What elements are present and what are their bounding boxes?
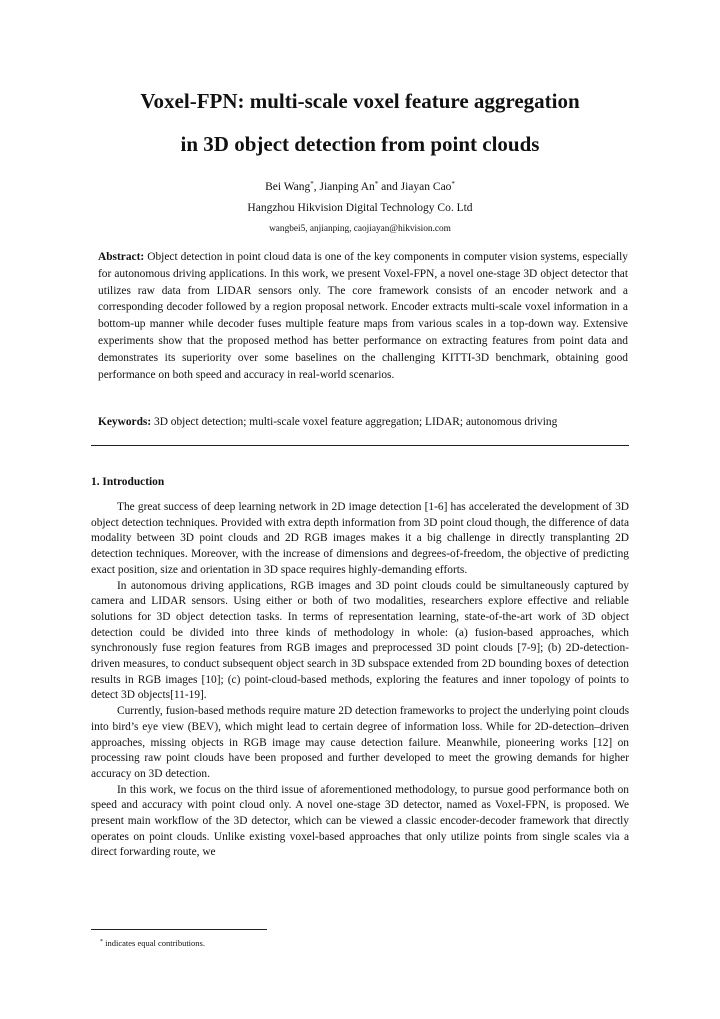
section-body bbox=[91, 500, 629, 861]
body-paragraph: In autonomous driving applications, RGB images and 3D point clouds could be simultaneously captured by camera and LIDAR sensors. Using either or both of two modalities, researchers explore effective and reliable solutions for 3D object detection tasks. In terms of representation learning, state-of-the-art work of 3D object detection could be divided into three kinds of methodology in whole: (a) fusion-based approaches, which synchronously fuse region features from RGB images and preprocessed 3D point clouds [7-9]; (b) 2D-detection-driven measures, to conduct subsequent object search in 3D subspace extended from 2D bounding boxes of detection results in RGB images [10]; (c) point-cloud-based methods, exploring the features and inner topology of points to detect 3D objects[11-19]. bbox=[91, 579, 629, 702]
author-separator: , bbox=[313, 181, 320, 193]
footnote-divider bbox=[91, 929, 267, 930]
body-paragraph: The great success of deep learning network in 2D image detection [1-6] has accelerated the development of 3D object detection techniques. Provided with extra depth information from 3D point cloud though, the difference of data modality between 3D point clouds and 2D RGB images makes it a big challenge in directly transplanting 2D detection techniques. Moreover, with the increase of dimensions and degrees-of-freedom, the objective of predicting exact position, size and orientation in 3D space requires highly-demanding efforts. bbox=[91, 501, 629, 576]
author-list bbox=[60, 177, 660, 194]
keywords-label: Keywords: bbox=[98, 416, 152, 428]
equal-contribution-mark: * bbox=[451, 180, 455, 188]
footnote bbox=[100, 937, 205, 949]
abstract-label: Abstract: bbox=[98, 251, 145, 263]
equal-contribution-mark: * bbox=[310, 180, 314, 188]
author-name: Jiayan Cao bbox=[400, 181, 452, 193]
body-paragraph: Currently, fusion-based methods require mature 2D detection frameworks to project the underlying point clouds into bird’s eye view (BEV), which might lead to certain degree of information loss. While for 2D-detection–driven approaches, missing objects in RGB image may cause detection failure. Meanwhile, pioneering works [12] on processing raw point clouds have been proposed and further developed to meet the growing demands for higher accuracy on 3D detection. bbox=[91, 705, 629, 780]
header-divider bbox=[91, 445, 629, 446]
author-name: Bei Wang bbox=[265, 181, 311, 193]
paper-title-line-1: Voxel-FPN: multi-scale voxel feature aggregation bbox=[140, 89, 580, 113]
abstract-text: Object detection in point cloud data is one of the key components in computer vision systems, especially for autonomous driving applications. In this work, we present Voxel-FPN, a novel one-stage 3D object detector that utilizes raw data from LIDAR sensors only. The core framework consists of an encoder network and a corresponding decoder followed by a region proposal network. Encoder extracts multi-scale voxel information in a bottom-up manner while decoder fuses multiple feature maps from various scales in a top-down way. Extensive experiments show that the proposed method has better performance on extracting features from point data and demonstrates its superiority over some baselines on the challenging KITTI-3D benchmark, obtaining good performance on both speed and accuracy in real-world scenarios. bbox=[98, 251, 628, 381]
affiliation: Hangzhou Hikvision Digital Technology Co. Ltd bbox=[247, 202, 473, 214]
author-separator: and bbox=[378, 181, 401, 193]
author-emails: wangbei5, anjianping, caojiayan@hikvision.com bbox=[269, 224, 451, 234]
author-name: Jianping An bbox=[319, 181, 375, 193]
paper-title-line-2: in 3D object detection from point clouds bbox=[180, 132, 540, 156]
footnote-mark: * bbox=[100, 939, 103, 945]
abstract bbox=[98, 249, 628, 383]
body-paragraph: In this work, we focus on the third issue of aforementioned methodology, to pursue good performance both on speed and accuracy with point cloud only. A novel one-stage 3D detector, named as Voxel-FPN, is proposed. We present main workflow of the 3D detector, which can be viewed a classic encoder-decoder framework that directly operates on point clouds. Unlike existing voxel-based approaches that only utilize points from single scales via a direct forwarding route, we bbox=[91, 783, 629, 859]
section-heading: 1. Introduction bbox=[91, 476, 165, 488]
keywords-text: 3D object detection; multi-scale voxel feature aggregation; LIDAR; autonomous driving bbox=[151, 416, 558, 428]
keywords bbox=[98, 414, 628, 430]
footnote-text: indicates equal contributions. bbox=[103, 938, 205, 948]
equal-contribution-mark: * bbox=[374, 180, 379, 188]
